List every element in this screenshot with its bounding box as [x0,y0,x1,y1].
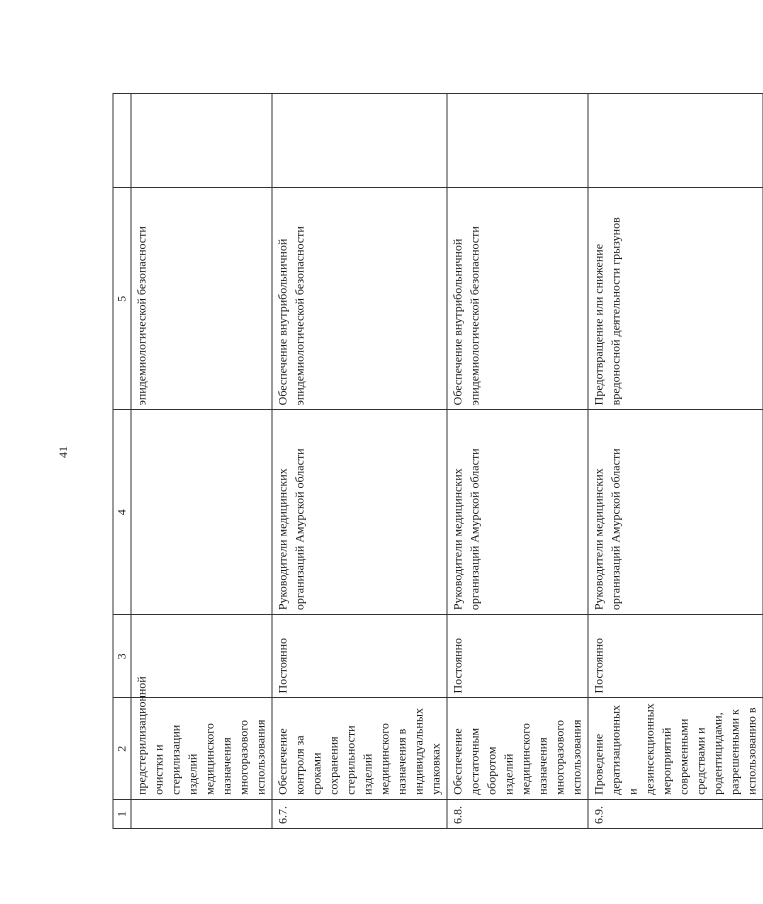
row-extra [588,93,763,187]
table-row [131,93,272,828]
row-responsible: Руководители медицинских организаций Амурской области [272,409,447,614]
header-col-3: 3 [113,614,131,697]
table-row [447,93,588,828]
header-col-2: 2 [113,697,131,798]
row-responsible [131,409,272,614]
header-row [113,93,131,828]
row-term: Постоянно [588,614,763,697]
row-term [131,614,272,697]
table-row [588,93,763,828]
header-col-4: 4 [113,409,131,614]
rotated-table-wrapper [112,93,758,829]
row-goal: Обеспечение внутрибольничной эпидемиологической безопасности [447,187,588,409]
row-extra [131,93,272,187]
row-responsible: Руководители медицинских организаций Амурской области [588,409,763,614]
row-term: Постоянно [272,614,447,697]
row-goal: Предотвращение или снижение вредоносной деятельности грызунов [588,187,763,409]
row-goal: эпидемиологической безопасности [131,187,272,409]
row-number: 6.7. [272,799,447,828]
row-responsible: Руководители медицинских организаций Амурской области [447,409,588,614]
row-measure: предстерилизационной очистки и стерилизации изделий медицинского назначения многоразового использования [131,697,272,798]
table-row [272,93,447,828]
row-measure: Обеспечение контроля за сроками сохранения стерильности изделий медицинского назначения в индивидуальных упаковках [272,697,447,798]
measures-table [112,93,763,829]
row-measure: Проведение дератизационных и дезинсекционных мероприятий современными средствами и родентицидами, разрешенными к использованию в [588,697,763,798]
row-extra [447,93,588,187]
page-number: 41 [56,446,70,458]
row-goal: Обеспечение внутрибольничной эпидемиологической безопасности [272,187,447,409]
row-term: Постоянно [447,614,588,697]
row-number [131,799,272,828]
row-number: 6.8. [447,799,588,828]
header-col-5: 5 [113,187,131,409]
row-number: 6.9. [588,799,763,828]
header-col-empty [113,93,131,187]
row-measure: Обеспечение достаточным оборотом изделий медицинского назначения многоразового использования [447,697,588,798]
header-col-1: 1 [113,799,131,828]
row-extra [272,93,447,187]
